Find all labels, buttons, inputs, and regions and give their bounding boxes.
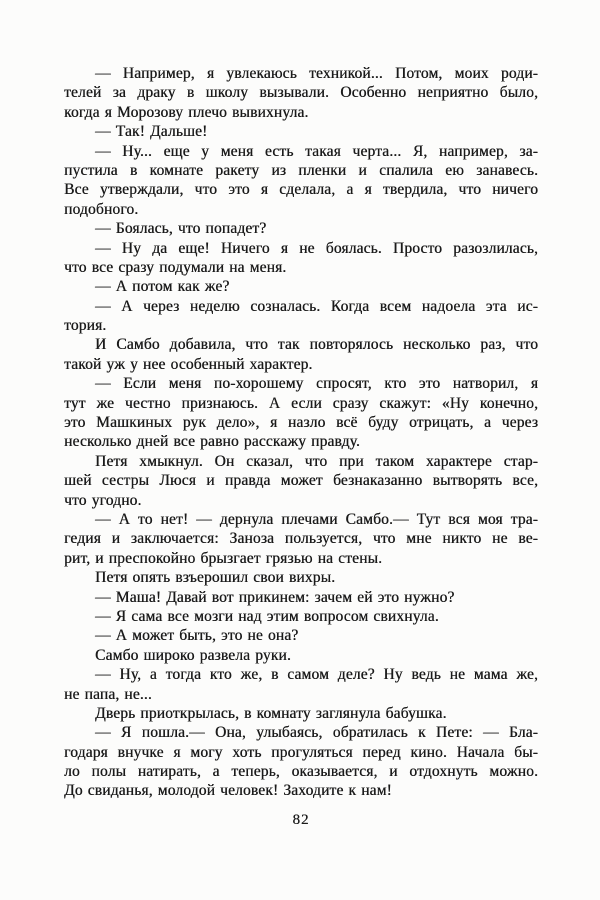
text-line: тут же честно признаюсь. А если сразу скажут: «Ну конечно,	[64, 394, 538, 412]
text-line: — Так! Дальше!	[95, 123, 208, 141]
text-line: — А может быть, это не она?	[95, 627, 299, 645]
page-text-block	[64, 64, 538, 801]
text-line: — Если меня по-хорошему спросят, кто это натворил, я	[95, 375, 538, 393]
text-line: — Например, я увлекаюсь техникой... Потом, моих роди-	[95, 65, 538, 82]
text-line: подобного.	[64, 200, 139, 218]
text-line: Петя опять взъерошил свои вихры.	[95, 569, 336, 587]
text-line: Самбо широко развела руки.	[95, 646, 291, 664]
text-line: Все утверждали, что это я сделала, а я твердила, что ничего	[64, 181, 538, 199]
text-line: — А то нет! — дернула плечами Самбо.— Тут вся моя тра-	[95, 510, 538, 528]
text-line: пустила в комнате ракету из пленки и спалила ею занавесь.	[64, 161, 538, 179]
text-line: — Я сама все мозги над этим вопросом свихнула.	[95, 607, 439, 625]
text-line: тория.	[64, 317, 107, 335]
text-line: Петя хмыкнул. Он сказал, что при таком характере стар-	[95, 452, 538, 470]
text-line: несколько дней все равно расскажу правду.	[64, 433, 360, 451]
text-line: — Ну да еще! Ничего я не боялась. Просто разозлилась,	[95, 239, 538, 257]
text-line: что угодно.	[64, 491, 142, 509]
text-line: шей сестры Люся и правда может безнаказанно вытворять все,	[64, 472, 538, 490]
text-line: И Самбо добавила, что так повторялось несколько раз, что	[95, 336, 538, 354]
text-line: До свиданья, молодой человек! Заходите к нам!	[64, 782, 392, 800]
text-line: — А через неделю созналась. Когда всем надоела эта ис-	[95, 297, 538, 315]
text-line: это Машкиных рук дело», я назло всё буду отрицать, а через	[64, 414, 538, 432]
text-line: годаря внучке я могу хоть прогуляться перед кино. Начала бы-	[64, 743, 538, 761]
text-line: такой уж у нее особенный характер.	[64, 355, 313, 373]
page-number: 82	[292, 812, 310, 828]
text-line: — Маша! Давай вот прикинем: зачем ей это нужно?	[95, 588, 455, 606]
text-line: что все сразу подумали на меня.	[64, 258, 287, 276]
text-line: телей за драку в школу вызывали. Особенно неприятно было,	[64, 84, 538, 102]
text-line: рит, и преспокойно брызгает грязью на стены.	[64, 549, 383, 567]
text-line: — Ну... еще у меня есть такая черта... Я, например, за-	[95, 142, 538, 160]
text-line: — Ну, а тогда кто же, в самом деле? Ну ведь не мама же,	[95, 666, 538, 684]
text-line: — Я пошла.— Она, улыбаясь, обратилась к Пете: — Бла-	[95, 724, 538, 742]
text-line: — Боялась, что попадет?	[95, 220, 267, 238]
text-line: Дверь приоткрылась, в комнату заглянула бабушка.	[95, 704, 447, 722]
text-line: ло полы натирать, а теперь, оказывается, и отдохнуть можно.	[64, 763, 538, 781]
text-line: гедия и заключается: Заноза пользуется, что мне никто не ве-	[64, 530, 538, 548]
text-line: — А потом как же?	[95, 278, 230, 296]
text-line: не папа, не...	[64, 685, 152, 703]
text-line: когда я Морозову плечо вывихнула.	[64, 103, 309, 121]
